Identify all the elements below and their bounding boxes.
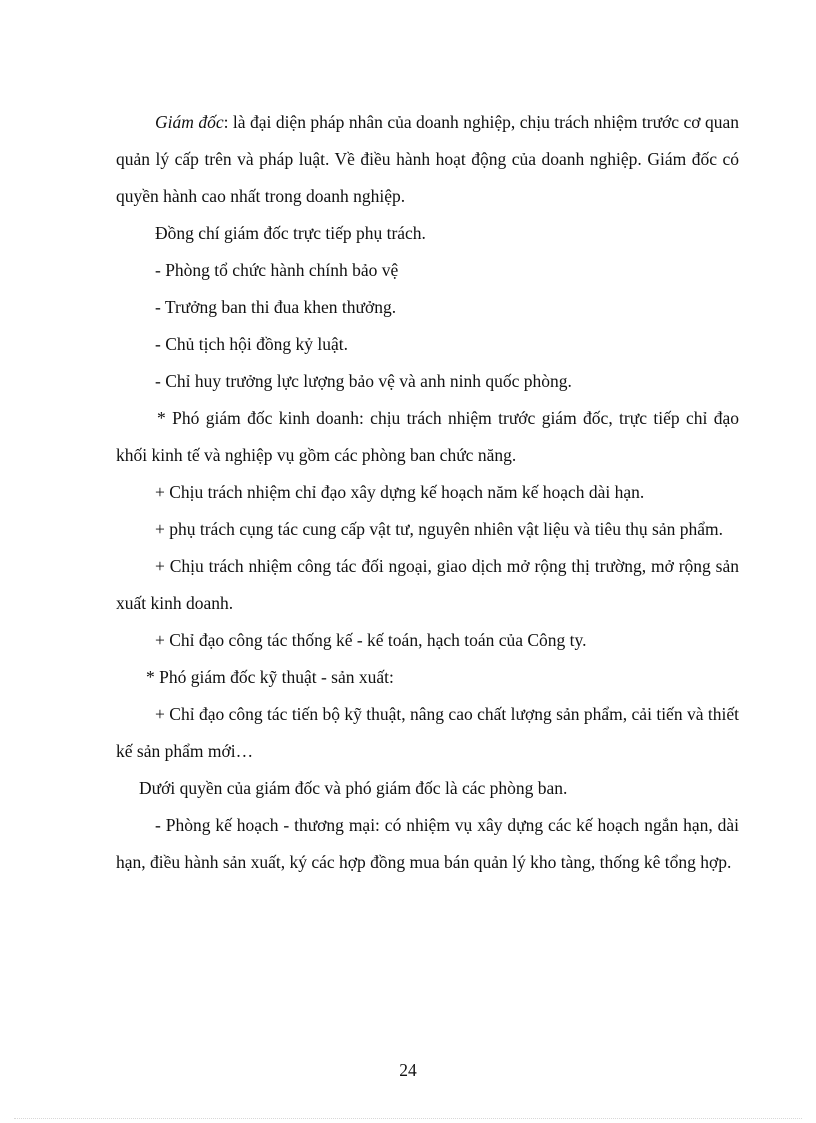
paragraph-deputy-business: * Phó giám đốc kinh doanh: chịu trách nhiệm trước giám đốc, trực tiếp chỉ đạo khối kinh tế và nghiệp vụ gồm các phòng ban chức năng.	[116, 408, 739, 465]
paragraph-director	[116, 104, 739, 215]
list-item-emulation-board: - Trưởng ban thi đua khen thưởng.	[155, 297, 397, 317]
list-item-security-commander: - Chỉ huy trưởng lực lượng bảo vệ và anh ninh quốc phòng.	[155, 371, 572, 391]
paragraph-departments-intro: Dưới quyền của giám đốc và phó giám đốc là các phòng ban.	[139, 778, 568, 798]
document-body	[116, 104, 739, 881]
page-bottom-edge-divider	[14, 1118, 802, 1119]
list-item-planning: + Chịu trách nhiệm chỉ đạo xây dựng kế hoạch năm kế hoạch dài hạn.	[155, 482, 645, 502]
list-item-supply: + phụ trách cụng tác cung cấp vật tư, nguyên nhiên vật liệu và tiêu thụ sản phẩm.	[155, 519, 724, 539]
page-number: 24	[399, 1060, 417, 1080]
list-item-accounting: + Chỉ đạo công tác thống kế - kế toán, hạch toán của Công ty.	[155, 630, 587, 650]
director-description: : là đại diện pháp nhân của doanh nghiệp, chịu trách nhiệm trước cơ quan quản lý cấp trên và pháp luật. Về điều hành hoạt động của doanh nghiệp. Giám đốc có quyền hành cao nhất trong doanh nghiệp.	[116, 112, 740, 206]
paragraph-director-responsibilities-intro: Đồng chí giám đốc trực tiếp phụ trách.	[155, 223, 426, 243]
paragraph-deputy-technical: * Phó giám đốc kỹ thuật - sản xuất:	[146, 667, 394, 687]
director-term: Giám đốc	[155, 112, 224, 132]
list-item-external-relations: + Chịu trách nhiệm công tác đối ngoại, giao dịch mở rộng thị trường, mở rộng sản xuất kinh doanh.	[116, 556, 739, 613]
list-item-discipline-council: - Chủ tịch hội đồng kỷ luật.	[155, 334, 348, 354]
list-item-technical-progress: + Chỉ đạo công tác tiến bộ kỹ thuật, nâng cao chất lượng sản phẩm, cải tiến và thiết kế sản phẩm mới…	[116, 704, 739, 761]
list-item-admin-dept: - Phòng tổ chức hành chính bảo vệ	[155, 260, 399, 280]
paragraph-planning-commerce-dept: - Phòng kế hoạch - thương mại: có nhiệm vụ xây dựng các kế hoạch ngắn hạn, dài hạn, điều hành sản xuất, ký các hợp đồng mua bán quản lý kho tàng, thống kê tổng hợp.	[116, 815, 739, 872]
